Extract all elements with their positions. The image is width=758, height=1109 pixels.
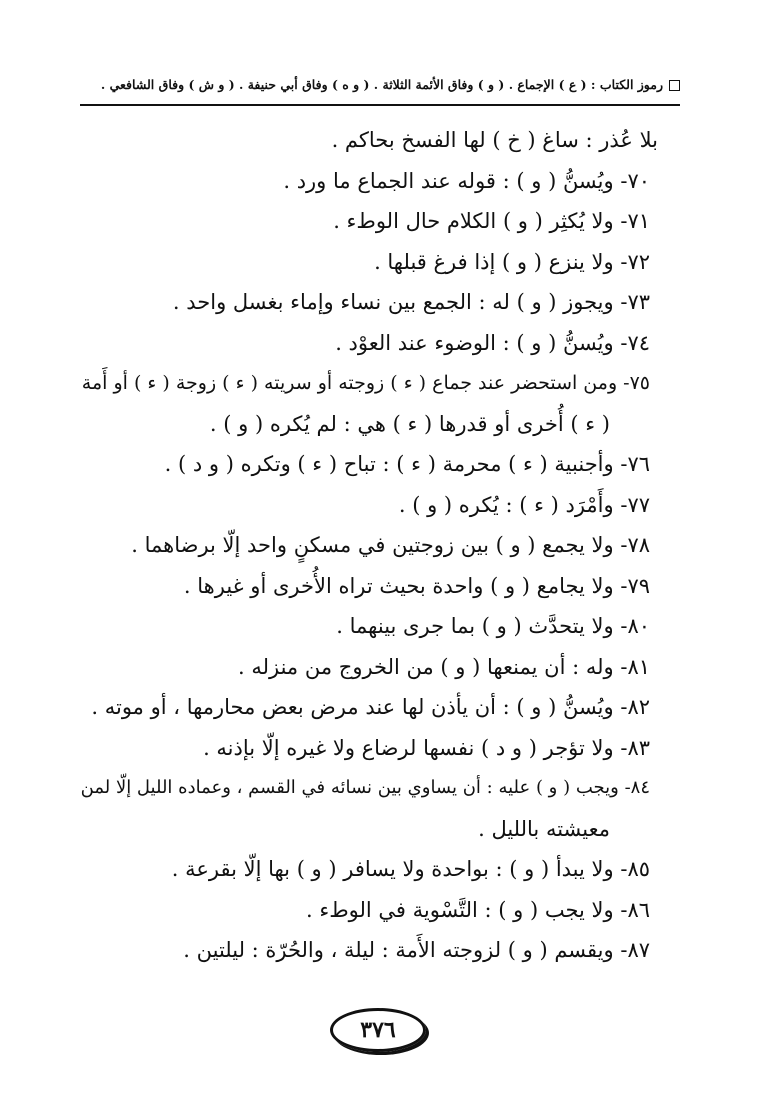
text-line: ٨٥- ولا يبدأ ( و ) : بواحدة ولا يسافر ( و ) بها إلّا بقرعة .	[171, 857, 650, 881]
text-line: معيشته بالليل .	[478, 816, 610, 841]
text-line: ٨٧- ويقسم ( و ) لزوجته الأَمة : ليلة ، والحُرّة : ليلتين .	[183, 938, 650, 962]
text-line: ٨٤- ويجب ( و ) عليه : أن يساوي بين نسائه في القسم ، وعماده الليل إلّا لمن	[80, 777, 650, 798]
text-line: ٧٨- ولا يجمع ( و ) بين زوجتين في مسكنٍ واحد إلّا برضاهما .	[131, 533, 650, 557]
body-text	[80, 120, 680, 971]
header-divider	[80, 104, 680, 106]
text-line: ٧٠- ويُسنُّ ( و ) : قوله عند الجماع ما ورد .	[283, 168, 650, 193]
text-line: ٧١- ولا يُكثِر ( و ) الكلام حال الوطء .	[333, 209, 650, 233]
text-line: ٧٥- ومن استحضر عند جماع ( ء ) زوجته أو سريته ( ء ) زوجة ( ء ) أو أَمة	[81, 372, 650, 394]
square-bullet-icon	[669, 80, 680, 91]
text-line: ٨٦- ولا يجب ( و ) : التَّسْوية في الوطء .	[305, 897, 650, 922]
text-line: ( ء ) أُخرى أو قدرها ( ء ) هي : لم يُكره ( و ) .	[209, 411, 610, 436]
text-line: بلا عُذر : ساغ ( خ ) لها الفسخ بحاكم .	[331, 128, 658, 152]
text-line: ٨٢- ويُسنُّ ( و ) : أن يأذن لها عند مرض بعض محارمها ، أو موته .	[91, 695, 650, 719]
text-line: ٧٣- ويجوز ( و ) له : الجمع بين نساء وإماء بغسل واحد .	[172, 290, 650, 314]
header-text: رموز الكتاب : ( ع ) الإجماع . ( و ) وفاق الأئمة الثلاثة . ( و ه ) وفاق أبي حنيفة . ( و ش ) وفاق الشافعي .	[100, 77, 663, 92]
text-line: ٨٠- ولا يتحدَّث ( و ) بما جرى بينهما .	[336, 614, 650, 638]
text-line: ٧٦- وأجنبية ( ء ) محرمة ( ء ) : تباح ( ء ) وتكره ( و د ) .	[164, 452, 650, 476]
text-line: ٧٤- ويُسنُّ ( و ) : الوضوء عند العوْد .	[335, 330, 650, 355]
page-header	[80, 74, 680, 96]
text-line: ٧٩- ولا يجامع ( و ) واحدة بحيث تراه الأُخرى أو غيرها .	[183, 573, 650, 598]
page-number: ٣٧٦	[330, 1008, 426, 1052]
text-line: ٧٧- وأَمْرَد ( ء ) : يُكره ( و ) .	[398, 492, 650, 517]
text-line: ٧٢- ولا ينزع ( و ) إذا فرغ قبلها .	[374, 249, 650, 274]
page-number-badge	[330, 1008, 426, 1052]
text-line: ٨١- وله : أن يمنعها ( و ) من الخروج من منزله .	[238, 654, 650, 679]
text-line: ٨٣- ولا تؤجر ( و د ) نفسها لرضاع ولا غيره إلّا بإذنه .	[203, 735, 650, 760]
